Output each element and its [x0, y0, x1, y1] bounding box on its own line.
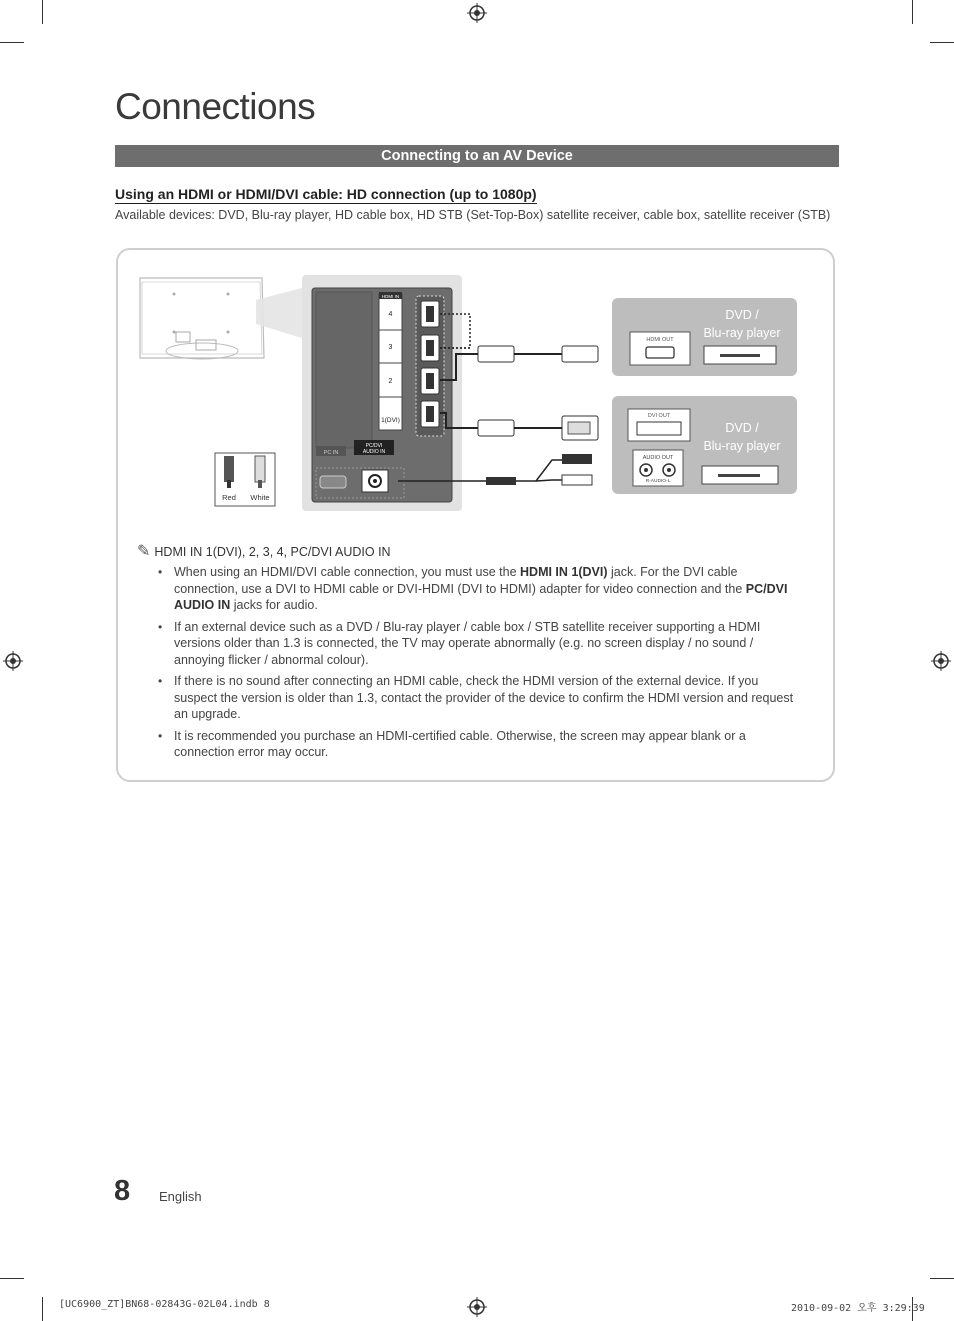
hdmi-cable — [478, 346, 598, 362]
device-top-name-line1: DVD / — [725, 308, 759, 322]
list-item: • When using an HDMI/DVI cable connection, you must use the HDMI IN 1(DVI) jack. For the DVI cable connection, use a DVI to HDMI cable or DVI-HDMI (DVI to HDMI) adapter for video connection and the PC/DVI AUDIO IN jacks for audio. — [158, 565, 788, 612]
registration-mark-icon — [3, 651, 23, 671]
list-item: • If an external device such as a DVD / Blu-ray player / cable box / STB satellite receiver supporting a HDMI versions older than 1.3 is connected, the TV may operate abnormally (e.g. no screen display / no sound / annoying flicker / abnormal colour). — [158, 619, 761, 667]
page-number: 8 — [114, 1175, 131, 1207]
list-item: • It is recommended you purchase an HDMI-certified cable. Otherwise, the screen may appear blank or a connection error may occur. — [158, 728, 746, 759]
port-label-3: 3 — [388, 344, 393, 351]
pc-in-label: PC IN — [323, 450, 339, 456]
device-top-name-line2: Blu-ray player — [703, 326, 781, 340]
red-plug-label: Red — [222, 493, 236, 502]
language-label: English — [159, 1189, 202, 1204]
crop-mark — [42, 1297, 43, 1321]
pc-dvi-label: PC/DVI — [365, 443, 383, 449]
crop-mark — [42, 0, 43, 24]
list-item: • If there is no sound after connecting an HDMI cable, check the HDMI version of the external device. If you suspect the version is older than 1.3, contact the provider of the device to confirm the HDMI version and request an upgrade. — [158, 674, 794, 721]
tv-rear-illustration — [140, 278, 302, 359]
hdmi-out-label: HDMI OUT — [646, 337, 674, 343]
available-devices-text: Available devices: DVD, Blu-ray player, HD cable box, HD STB (Set-Top-Box) satellite receiver, cable box, satellite receiver (STB) — [115, 208, 831, 222]
white-plug-label: White — [250, 493, 270, 502]
registration-mark-icon — [467, 3, 487, 23]
audio-rl-label: R-AUDIO-L — [645, 479, 671, 484]
dvi-out-label: DVI OUT — [647, 413, 671, 419]
device-bottom-name-line2: Blu-ray player — [703, 439, 781, 453]
note-heading: ✎ HDMI IN 1(DVI), 2, 3, 4, PC/DVI AUDIO IN — [137, 543, 391, 560]
hdmi-in-label: HDMI IN — [381, 294, 400, 299]
port-label-2: 2 — [388, 378, 393, 385]
port-label-4: 4 — [388, 311, 393, 318]
port-label-1dvi: 1(DVI) — [381, 417, 400, 424]
registration-mark-icon — [931, 651, 951, 671]
connection-diagram — [116, 248, 835, 533]
audio-in-label: AUDIO IN — [362, 449, 386, 455]
registration-mark-icon — [467, 1297, 487, 1317]
section-title: Connecting to an AV Device — [115, 145, 839, 167]
audio-out-label: AUDIO OUT — [642, 455, 674, 461]
crop-mark — [912, 0, 913, 24]
subheading: Using an HDMI or HDMI/DVI cable: HD connection (up to 1080p) — [115, 186, 537, 202]
crop-mark — [930, 42, 954, 43]
pencil-note-icon: ✎ — [137, 543, 151, 560]
page-title: Connections — [115, 86, 316, 127]
crop-mark — [930, 1278, 954, 1279]
file-info: [UC6900_ZT]BN68-02843G-02L04.indb 8 — [59, 1299, 270, 1310]
notes-list — [158, 564, 798, 766]
hdmi-dvi-cable — [478, 416, 598, 440]
print-timestamp: 2010-09-02 오후 3:29:39 — [791, 1303, 925, 1314]
device-bottom-name-line1: DVD / — [725, 421, 759, 435]
crop-mark — [0, 42, 24, 43]
crop-mark — [0, 1278, 24, 1279]
